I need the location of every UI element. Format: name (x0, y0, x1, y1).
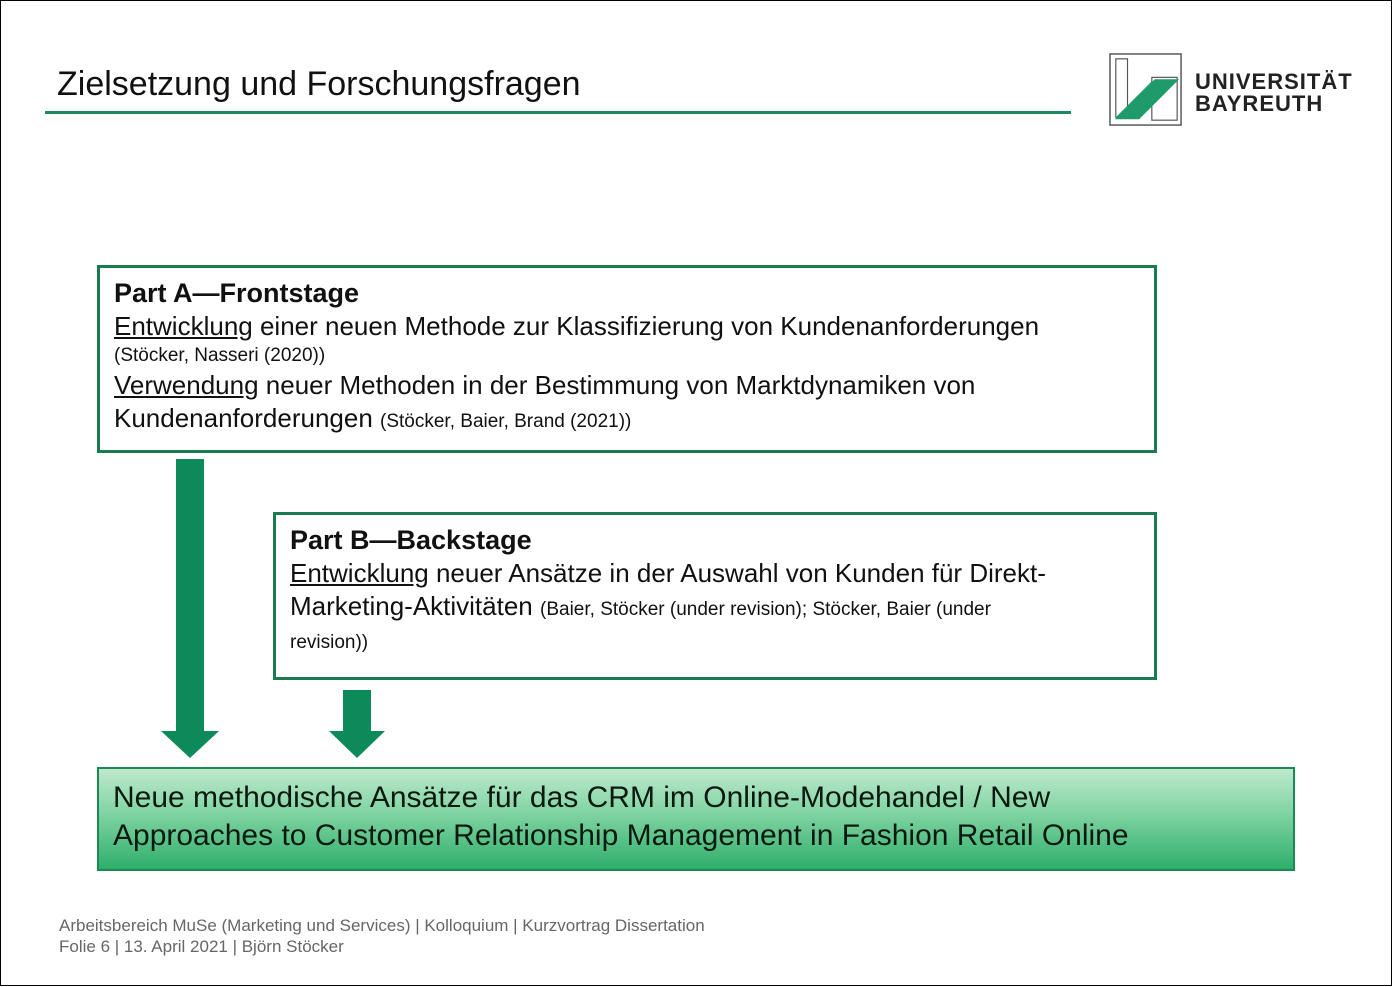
part-a-item-2-keyword: Verwendung (114, 370, 259, 400)
result-line-1: Neue methodische Ansätze für das CRM im Online-Modehandel / New (113, 781, 1051, 814)
part-a-item-1-citation: (Stöcker, Nasseri (2020)) (114, 345, 326, 366)
part-b-item-1-text-line-1: neuer Ansätze in der Auswahl von Kunden für Direkt- (428, 558, 1046, 588)
part-b-item-1-keyword: Entwicklung (290, 558, 429, 588)
arrow-part-b-to-result (329, 690, 385, 758)
result-line-2: Approaches to Customer Relationship Management in Fashion Retail Online (113, 819, 1129, 852)
part-a-item-2-citation: (Stöcker, Baier, Brand (2021)) (380, 411, 632, 432)
part-b-item-1-citation-line-2: revision)) (290, 632, 369, 653)
part-b-heading: Part B—Backstage (290, 525, 532, 555)
slide-title: Zielsetzung und Forschungsfragen (57, 65, 581, 103)
footer-line-2: Folie 6 | 13. April 2021 | Björn Stöcker (59, 937, 344, 956)
part-b-item-1-text-line-2: Marketing-Aktivitäten (290, 591, 533, 621)
result-box (97, 767, 1295, 871)
logo-line-1: UNIVERSITÄT (1195, 69, 1353, 94)
part-a-heading: Part A—Frontstage (114, 278, 360, 308)
arrow-part-a-to-result (161, 459, 219, 758)
footer-line-1: Arbeitsbereich MuSe (Marketing und Services) | Kolloquium | Kurzvortrag Dissertation (59, 916, 705, 935)
logo-line-2: BAYREUTH (1195, 91, 1324, 116)
part-a-item-1-keyword: Entwicklung (114, 311, 253, 341)
part-a-item-2-text-line-1: neuer Methoden in der Bestimmung von Marktdynamiken von (258, 370, 976, 400)
part-a-item-2-text-line-2: Kundenanforderungen (114, 403, 373, 433)
footer (59, 915, 705, 957)
part-b-item-1-citation-line-1: (Baier, Stöcker (under revision); Stöcker, Baier (under (540, 599, 991, 620)
part-a-item-1-text: einer neuen Methode zur Klassifizierung von Kundenanforderungen (252, 311, 1040, 341)
